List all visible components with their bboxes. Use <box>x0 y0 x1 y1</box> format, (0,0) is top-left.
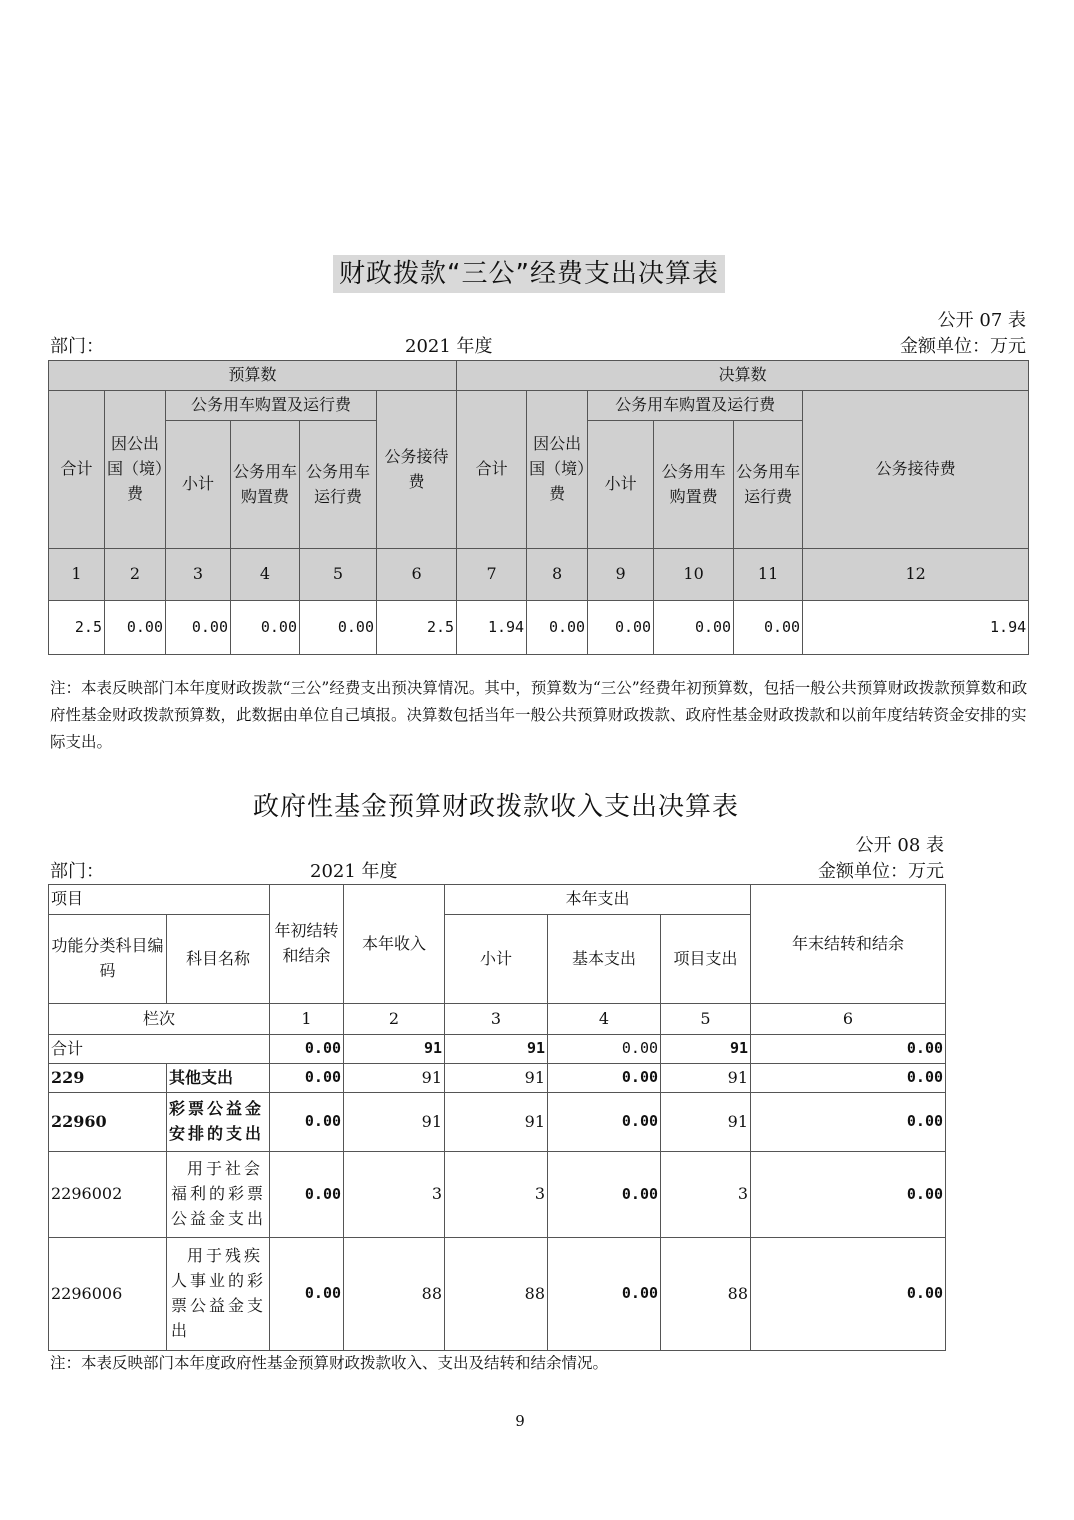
col-num: 4 <box>231 549 300 601</box>
value-cell: 3 <box>344 1152 445 1238</box>
value-cell: 0.00 <box>588 601 654 655</box>
value-cell: 0.00 <box>734 601 803 655</box>
col-num: 6 <box>377 549 457 601</box>
row-index-label: 栏次 <box>49 1004 270 1035</box>
subject-name: 彩票公益金安排的支出 <box>167 1093 270 1152</box>
col-num: 1 <box>49 549 105 601</box>
value-cell: 88 <box>344 1238 445 1351</box>
value-cell: 91 <box>445 1035 548 1064</box>
col-num: 4 <box>548 1004 661 1035</box>
final-reception-header: 公务接待费 <box>803 391 1029 549</box>
budget-reception-header: 公务接待费 <box>377 391 457 549</box>
value-cell: 91 <box>445 1093 548 1152</box>
value-cell: 0.00 <box>751 1093 946 1152</box>
three-public-expense-table <box>48 360 1029 655</box>
table08-unit: 金额单位：万元 <box>818 861 944 882</box>
value-cell: 0.00 <box>270 1035 344 1064</box>
table08-form-no: 公开 08 表 <box>855 835 944 856</box>
page-number: 9 <box>515 1412 525 1430</box>
final-car-group-header: 公务用车购置及运行费 <box>588 391 803 421</box>
basic-expense-header: 基本支出 <box>548 915 661 1004</box>
col-num: 11 <box>734 549 803 601</box>
project-header: 项目 <box>49 885 270 915</box>
col-num: 9 <box>588 549 654 601</box>
subject-code: 22960 <box>49 1093 167 1152</box>
table08-year: 2021 年度 <box>310 861 398 882</box>
value-cell: 0.00 <box>300 601 377 655</box>
table07-form-no: 公开 07 表 <box>937 310 1026 331</box>
final-car-purchase-header: 公务用车购置费 <box>654 421 734 549</box>
value-cell: 91 <box>661 1064 751 1093</box>
table-row <box>49 1064 946 1093</box>
subject-code: 229 <box>49 1064 167 1093</box>
col-num: 3 <box>166 549 231 601</box>
value-cell: 0.00 <box>654 601 734 655</box>
name-header: 科目名称 <box>167 915 270 1004</box>
table07-dept-label: 部门： <box>50 336 104 357</box>
col-num: 5 <box>300 549 377 601</box>
col-num: 10 <box>654 549 734 601</box>
col-num: 5 <box>661 1004 751 1035</box>
value-cell: 0.00 <box>751 1152 946 1238</box>
value-cell: 0.00 <box>527 601 588 655</box>
value-cell: 0.00 <box>548 1064 661 1093</box>
value-cell: 3 <box>661 1152 751 1238</box>
final-subtotal-header: 小计 <box>588 421 654 549</box>
col-num: 2 <box>105 549 166 601</box>
value-cell: 91 <box>661 1093 751 1152</box>
code-header: 功能分类科目编码 <box>49 915 167 1004</box>
subject-code: 2296006 <box>49 1238 167 1351</box>
value-cell: 0.00 <box>166 601 231 655</box>
table-row <box>49 1093 946 1152</box>
value-cell: 88 <box>445 1238 548 1351</box>
budget-group-header: 预算数 <box>49 361 457 391</box>
value-cell: 0.00 <box>270 1093 344 1152</box>
col-num: 7 <box>457 549 527 601</box>
gov-fund-budget-table <box>48 884 946 1351</box>
budget-car-group-header: 公务用车购置及运行费 <box>166 391 377 421</box>
budget-total-header: 合计 <box>49 391 105 549</box>
table08-title: 政府性基金预算财政拨款收入支出决算表 <box>252 792 739 822</box>
income-header: 本年收入 <box>344 885 445 1004</box>
final-abroad-header: 因公出国（境）费 <box>527 391 588 549</box>
value-cell: 1.94 <box>803 601 1029 655</box>
final-car-run-header: 公务用车运行费 <box>734 421 803 549</box>
col-num: 2 <box>344 1004 445 1035</box>
value-cell: 0.00 <box>548 1093 661 1152</box>
column-number-row <box>49 549 1029 601</box>
value-cell: 88 <box>661 1238 751 1351</box>
subtotal-header: 小计 <box>445 915 548 1004</box>
table-row-total <box>49 1035 946 1064</box>
value-cell: 0.00 <box>548 1035 661 1064</box>
table08-dept-label: 部门： <box>50 861 104 882</box>
value-row <box>49 601 1029 655</box>
table07-title: 财政拨款“三公”经费支出决算表 <box>333 255 725 293</box>
end-balance-header: 年末结转和结余 <box>751 885 946 1004</box>
value-cell: 0.00 <box>231 601 300 655</box>
table-row <box>49 1152 946 1238</box>
table07-note: 注：本表反映部门本年度财政拨款“三公”经费支出预决算情况。其中，预算数为“三公”经费年初预算数，包括一般公共预算财政拨款预算数和政府性基金财政拨款预算数，此数据由单位自己填报。决算数包括当年一般公共预算财政拨款、政府性基金财政拨款和以前年度结转资金安排的实际支出。 <box>50 679 1028 751</box>
value-cell: 2.5 <box>49 601 105 655</box>
budget-subtotal-header: 小计 <box>166 421 231 549</box>
value-cell: 2.5 <box>377 601 457 655</box>
table08-note: 注：本表反映部门本年度政府性基金预算财政拨款收入、支出及结转和结余情况。 <box>50 1354 609 1372</box>
table07-unit: 金额单位：万元 <box>900 336 1026 357</box>
value-cell: 91 <box>344 1064 445 1093</box>
value-cell: 91 <box>344 1035 445 1064</box>
value-cell: 91 <box>445 1064 548 1093</box>
final-total-header: 合计 <box>457 391 527 549</box>
budget-car-run-header: 公务用车运行费 <box>300 421 377 549</box>
subject-name: 用于残疾人事业的彩票公益金支出 <box>167 1238 270 1351</box>
value-cell: 0.00 <box>270 1064 344 1093</box>
value-cell: 91 <box>344 1093 445 1152</box>
value-cell: 1.94 <box>457 601 527 655</box>
col-num: 1 <box>270 1004 344 1035</box>
final-group-header: 决算数 <box>457 361 1029 391</box>
subject-code: 2296002 <box>49 1152 167 1238</box>
value-cell: 91 <box>661 1035 751 1064</box>
value-cell: 0.00 <box>548 1152 661 1238</box>
value-cell: 0.00 <box>751 1035 946 1064</box>
value-cell: 0.00 <box>751 1238 946 1351</box>
value-cell: 0.00 <box>751 1064 946 1093</box>
col-num: 3 <box>445 1004 548 1035</box>
expense-group-header: 本年支出 <box>445 885 751 915</box>
subject-name: 用于社会福利的彩票公益金支出 <box>167 1152 270 1238</box>
column-number-row <box>49 1004 946 1035</box>
value-cell: 3 <box>445 1152 548 1238</box>
value-cell: 0.00 <box>548 1238 661 1351</box>
budget-car-purchase-header: 公务用车购置费 <box>231 421 300 549</box>
subject-name: 其他支出 <box>167 1064 270 1093</box>
value-cell: 0.00 <box>105 601 166 655</box>
project-expense-header: 项目支出 <box>661 915 751 1004</box>
col-num: 12 <box>803 549 1029 601</box>
col-num: 8 <box>527 549 588 601</box>
table-row <box>49 1238 946 1351</box>
col-num: 6 <box>751 1004 946 1035</box>
begin-balance-header: 年初结转和结余 <box>270 885 344 1004</box>
total-label: 合计 <box>49 1035 270 1064</box>
value-cell: 0.00 <box>270 1152 344 1238</box>
value-cell: 0.00 <box>270 1238 344 1351</box>
budget-abroad-header: 因公出国（境）费 <box>105 391 166 549</box>
table07-year: 2021 年度 <box>405 336 493 357</box>
